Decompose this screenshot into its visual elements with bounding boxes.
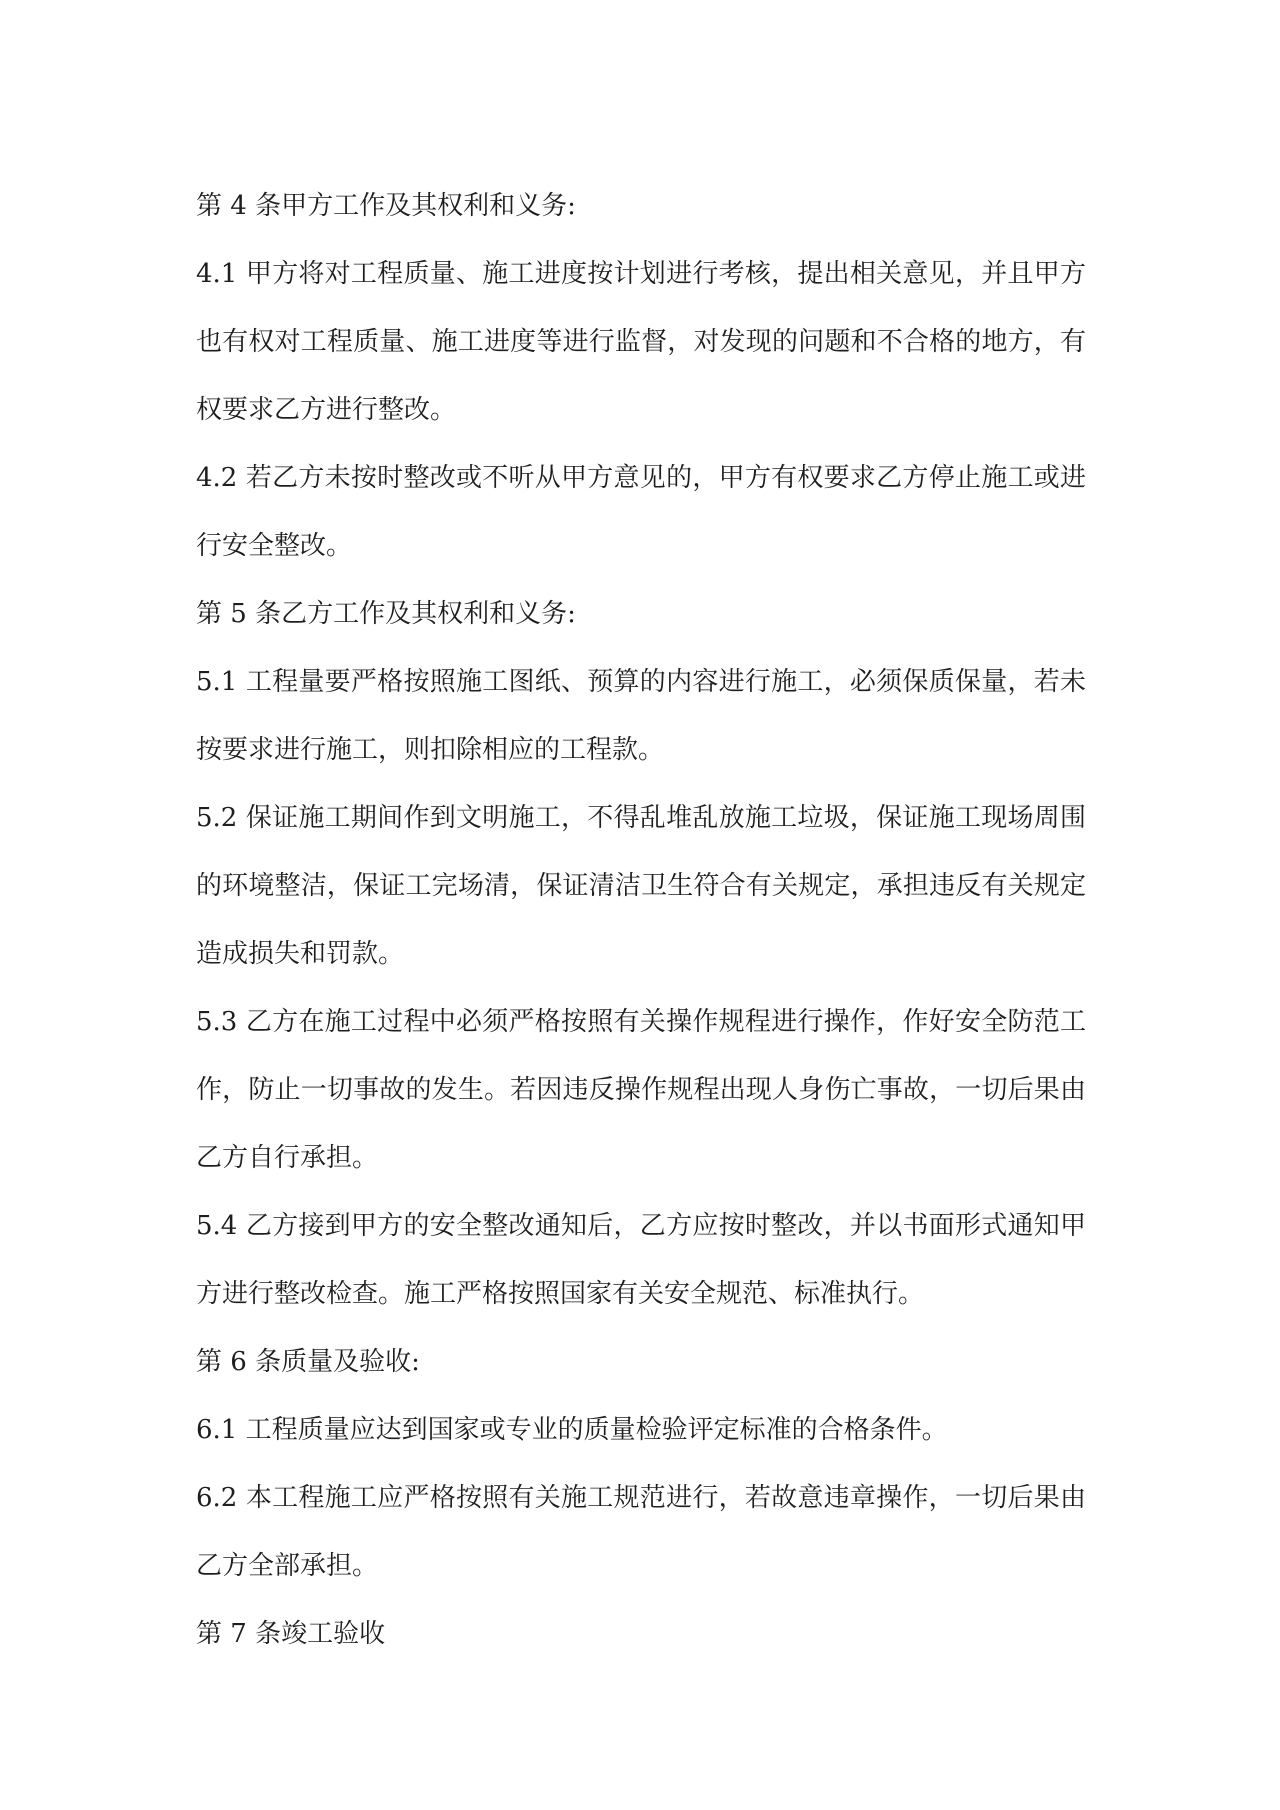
document-body: [196, 172, 1086, 1668]
clause-6-1: 6.1 工程质量应达到国家或专业的质量检验评定标准的合格条件。: [196, 1415, 948, 1445]
clause-6-2: 6.2 本工程施工应严格按照有关施工规范进行，若故意违章操作，一切后果由乙方全部承担。: [196, 1483, 1086, 1581]
article-6-heading: 第 6 条质量及验收:: [196, 1347, 420, 1377]
clause-5-4: 5.4 乙方接到甲方的安全整改通知后，乙方应按时整改，并以书面形式通知甲方进行整改检查。施工严格按照国家有关安全规范、标准执行。: [196, 1211, 1086, 1309]
clause-4-2: 4.2 若乙方未按时整改或不听从甲方意见的，甲方有权要求乙方停止施工或进行安全整改。: [196, 463, 1086, 561]
article-4-heading: 第 4 条甲方工作及其权利和义务:: [196, 191, 576, 221]
article-5-heading: 第 5 条乙方工作及其权利和义务:: [196, 599, 576, 629]
clause-4-1: 4.1 甲方将对工程质量、施工进度按计划进行考核，提出相关意见，并且甲方也有权对工程质量、施工进度等进行监督，对发现的问题和不合格的地方，有权要求乙方进行整改。: [196, 259, 1086, 425]
clause-5-2: 5.2 保证施工期间作到文明施工，不得乱堆乱放施工垃圾，保证施工现场周围的环境整洁，保证工完场清，保证清洁卫生符合有关规定，承担违反有关规定造成损失和罚款。: [196, 803, 1086, 969]
clause-5-3: 5.3 乙方在施工过程中必须严格按照有关操作规程进行操作，作好安全防范工作，防止一切事故的发生。若因违反操作规程出现人身伤亡事故，一切后果由乙方自行承担。: [196, 1007, 1086, 1173]
clause-5-1: 5.1 工程量要严格按照施工图纸、预算的内容进行施工，必须保质保量，若未按要求进行施工，则扣除相应的工程款。: [196, 667, 1086, 765]
article-7-heading: 第 7 条竣工验收: [196, 1619, 386, 1649]
